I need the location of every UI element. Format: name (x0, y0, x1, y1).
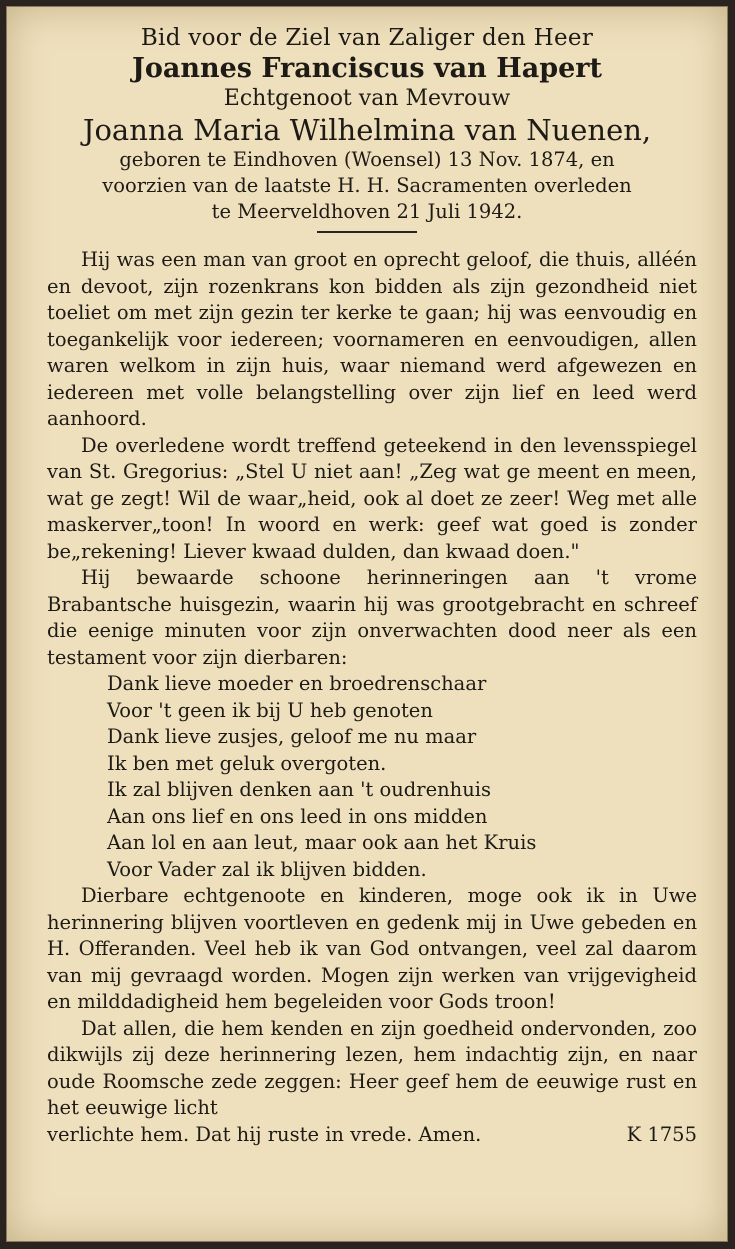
poem-line: Ik zal blijven denken aan 't oudrenhuis (107, 778, 492, 801)
print-code: K 1755 (626, 1122, 697, 1146)
birth-death-info (7, 147, 727, 225)
poem-line: Dank lieve zusjes, geloof me nu maar (107, 725, 477, 748)
info-line: geboren te Eindhoven (Woensel) 13 Nov. 1874, en (119, 148, 615, 171)
info-line: voorzien van de laatste H. H. Sacramenten overleden (102, 174, 632, 197)
card-header (7, 7, 727, 233)
paragraph-memories: Hij bewaarde schoone herinneringen aan 't vrome Brabantsche huisgezin, waarin hij was grootgebracht en schreef die eenige minuten voor zijn onverwachten dood neer als een testament voor zijn dierbaren: (47, 566, 697, 669)
header-divider (317, 231, 417, 233)
poem-line: Dank lieve moeder en broedrenschaar (107, 672, 487, 695)
header-prayer-line: Bid voor de Ziel van Zaliger den Heer (140, 25, 594, 51)
closing-line (47, 1122, 697, 1149)
poem (107, 671, 697, 883)
info-line: te Meerveldhoven 21 Juli 1942. (211, 200, 523, 223)
poem-line: Voor 't geen ik bij U heb genoten (107, 698, 433, 722)
wife-name: Joanna Maria Wilhelmina van Nuenen, (82, 113, 652, 147)
paragraph-family: Dierbare echtgenoote en kinderen, moge ook ik in Uwe herinnering blijven voortleven en gedenk mij in Uwe gebeden en H. Offeranden. Veel heb ik van God ontvangen, veel zal daarom van mij gevraagd worden. Mogen zijn werken van vrijgevigheid en milddadigheid hem begeleiden voor Gods troon! (47, 884, 697, 1013)
deceased-name: Joannes Franciscus van Hapert (132, 53, 602, 84)
poem-line: Ik ben met geluk overgoten. (107, 751, 387, 775)
paragraph-faith: Hij was een man van groot en oprecht geloof, die thuis, alléén en devoot, zijn rozenkrans kon bidden als zijn gezondheid niet toeliet om met zijn gezin ter kerke te gaan; hij was eenvoudig en toegankelijk voor iedereen; voornameren en eenvoudigen, allen waren welkom in zijn huis, waar niemand werd afgewezen en iedereen met volle belangstelling over zijn lief en leed werd aanhoord. (47, 248, 697, 430)
poem-line: Aan lol en aan leut, maar ook aan het Kruis (107, 831, 537, 854)
poem-line: Aan ons lief en ons leed in ons midden (107, 804, 488, 828)
paragraph-gregorius: De overledene wordt treffend geteekend in den levensspiegel van St. Gregorius: „Stel U niet aan! „Zeg wat ge meent en meen, wat ge zegt! Wil de waar„heid, ook al doet ze zeer! Weg met alle maskerver„toon! In woord en werk: geef wat goed is zonder be„rekening! Liever kwaad dulden, dan kwaad doen." (47, 433, 697, 563)
memorial-card (6, 6, 728, 1242)
poem-line: Voor Vader zal ik blijven bidden. (107, 857, 427, 881)
spouse-intro: Echtgenoot van Mevrouw (223, 86, 511, 111)
closing-text: verlichte hem. Dat hij ruste in vrede. Amen. (47, 1122, 482, 1146)
card-body (47, 247, 697, 1148)
paragraph-prayer: Dat allen, die hem kenden en zijn goedheid ondervonden, zoo dikwijls zij deze herinnering lezen, hem indachtig zijn, en naar oude Roomsche zede zeggen: Heer geef hem de eeuwige rust en het eeuwige licht (47, 1016, 697, 1119)
